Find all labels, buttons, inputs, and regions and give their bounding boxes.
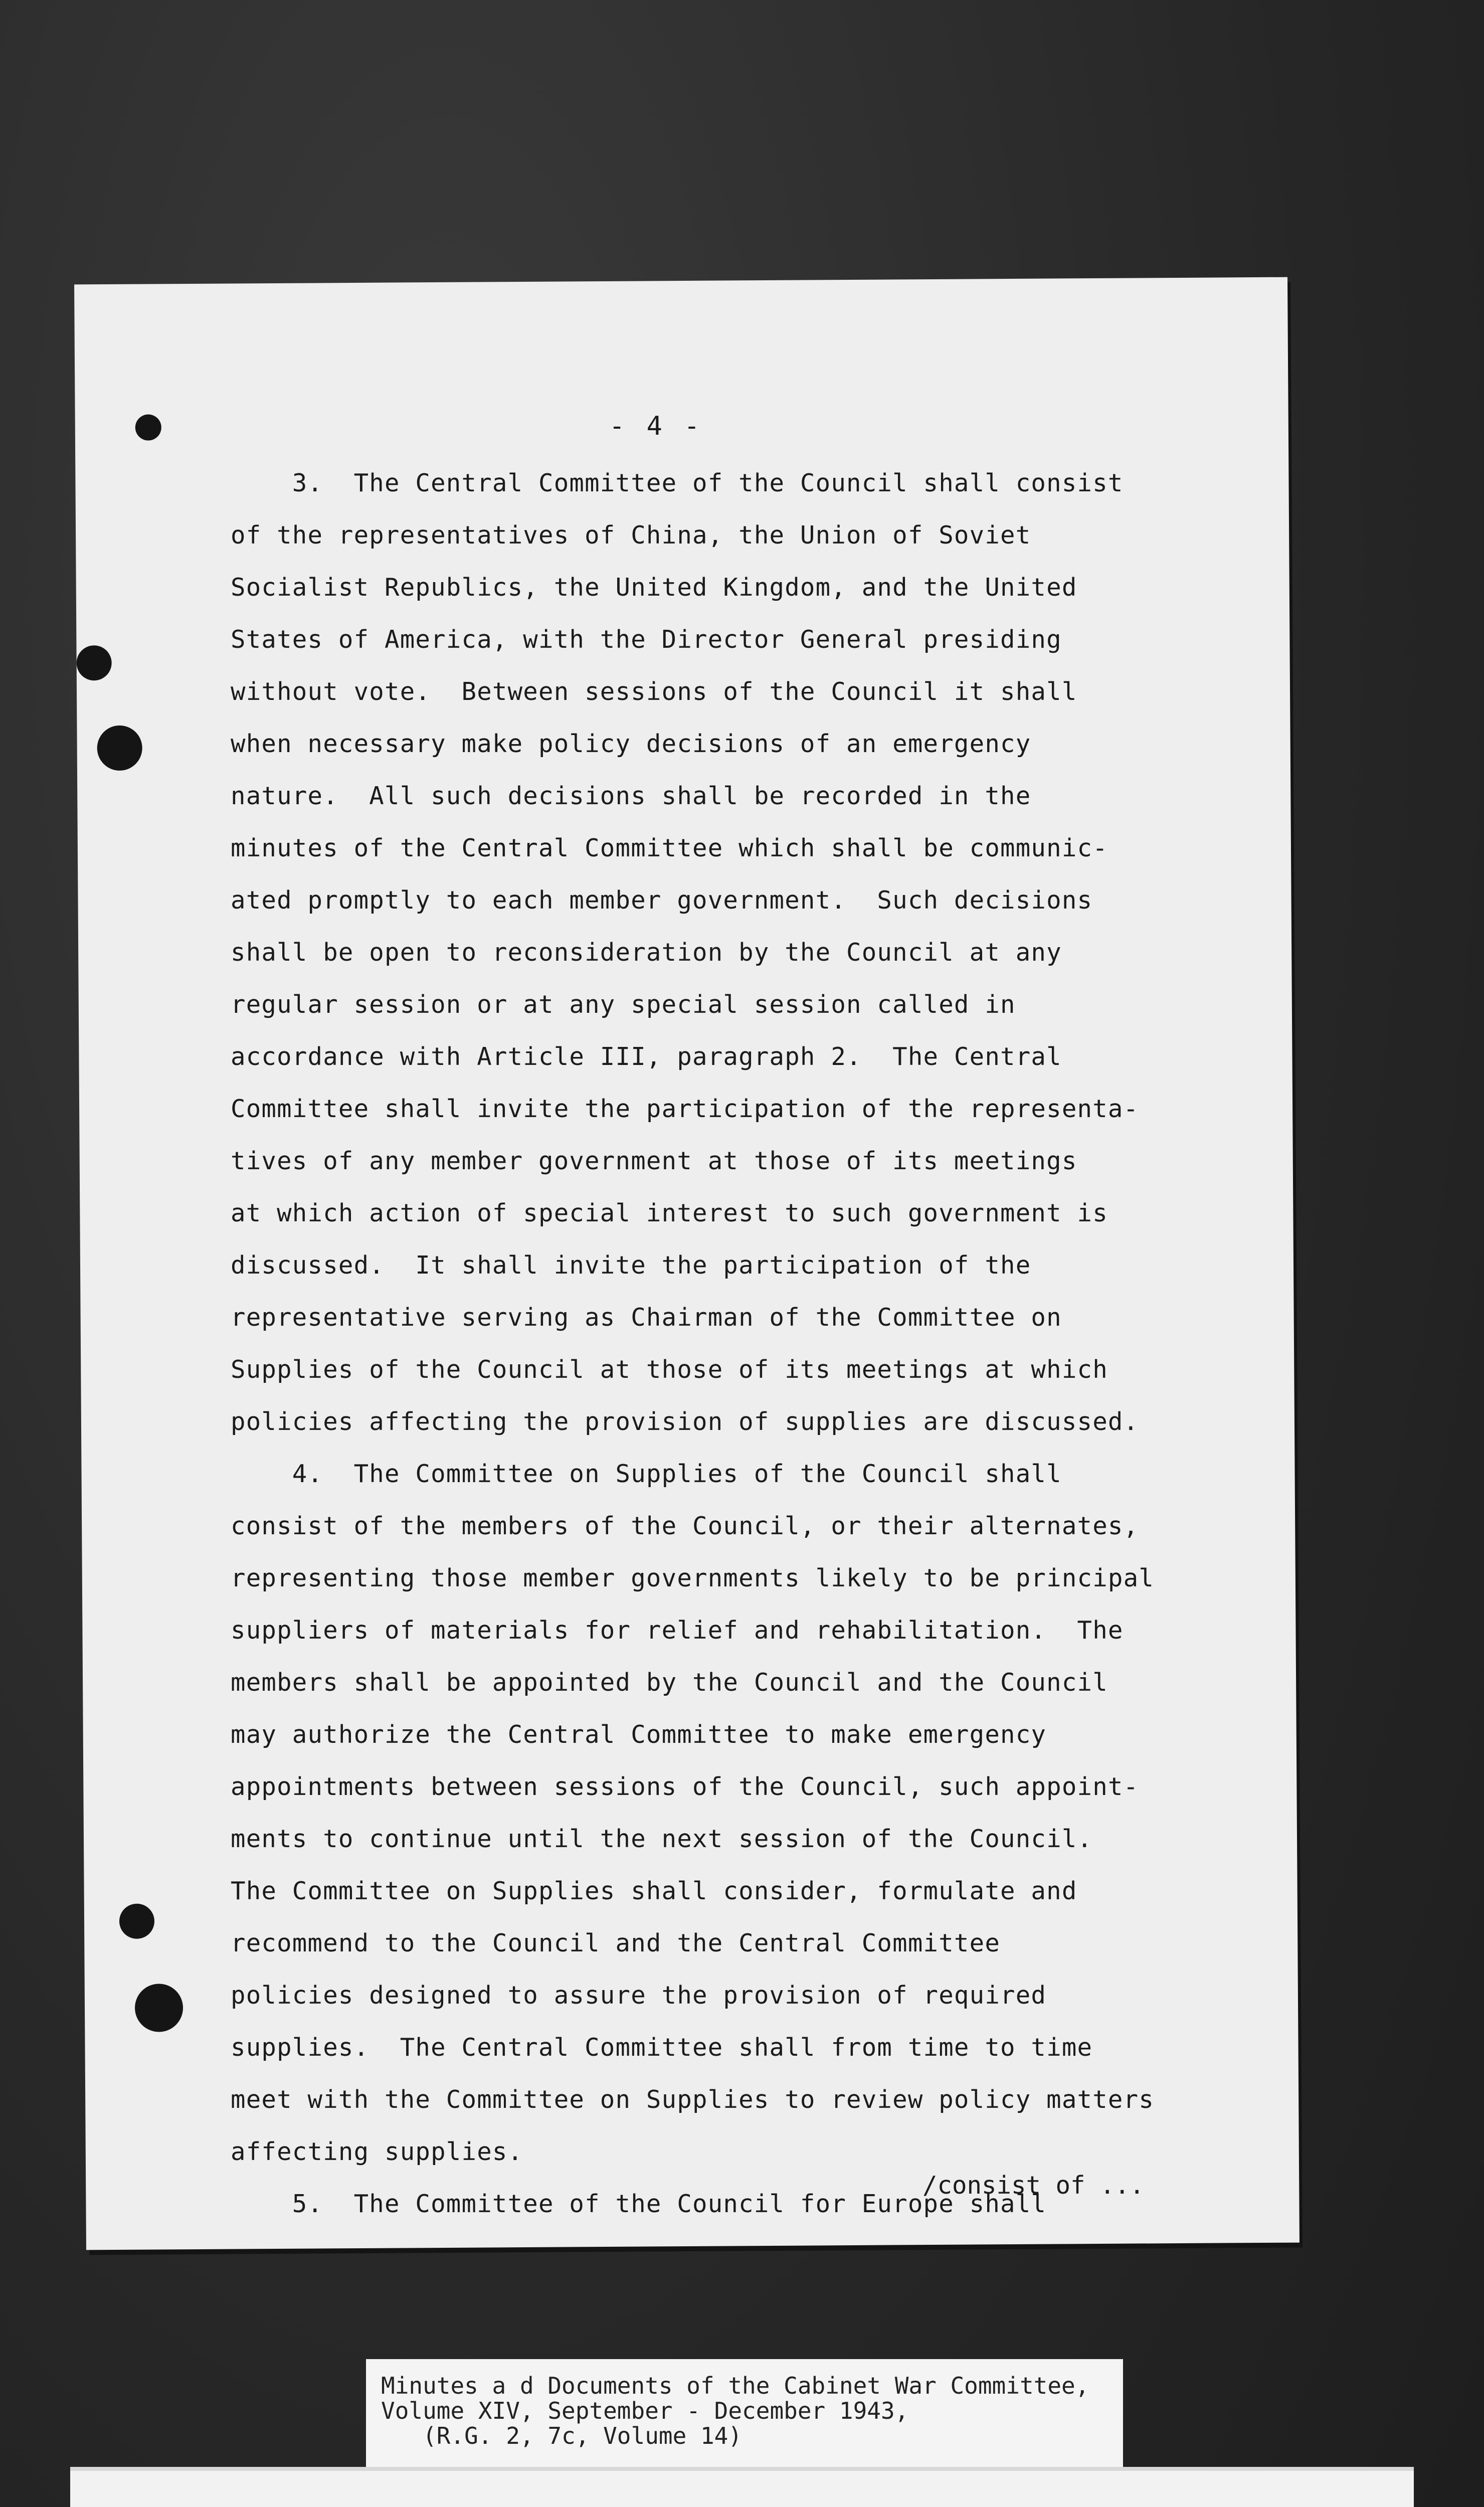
punch-hole [76, 645, 111, 680]
text-line: 3. The Central Committee of the Council shall consist [231, 469, 1124, 497]
text-line: nature. All such decisions shall be recorded in the [231, 782, 1031, 810]
archive-caption [366, 2359, 1123, 2469]
text-line: may authorize the Central Committee to make emergency [231, 1720, 1047, 1749]
text-line: representative serving as Chairman of the Committee on [231, 1303, 1062, 1332]
text-line: 4. The Committee on Supplies of the Council shall [231, 1460, 1062, 1488]
text-line: representing those member governments likely to be principal [231, 1564, 1155, 1592]
text-line: Supplies of the Council at those of its meetings at which [231, 1355, 1108, 1384]
text-line: policies affecting the provision of supplies are discussed. [231, 1407, 1139, 1436]
punch-hole [97, 726, 142, 771]
text-line: accordance with Article III, paragraph 2. The Central [231, 1042, 1062, 1071]
text-line: meet with the Committee on Supplies to review policy matters [231, 2085, 1155, 2114]
caption-line: (R.G. 2, 7c, Volume 14) [381, 2422, 743, 2449]
text-line: Committee shall invite the participation of the representa- [231, 1095, 1139, 1123]
text-line: States of America, with the Director General presiding [231, 625, 1062, 654]
text-line: without vote. Between sessions of the Council it shall [231, 677, 1077, 706]
text-line: affecting supplies. [231, 2137, 523, 2166]
archives-stamp [70, 2467, 1414, 2507]
page-number: - 4 - [609, 411, 703, 441]
text-line: recommend to the Council and the Central Committee [231, 1929, 1001, 1957]
text-line: of the representatives of China, the Union of Soviet [231, 521, 1031, 550]
text-line: consist of the members of the Council, or their alternates, [231, 1512, 1139, 1540]
text-line: suppliers of materials for relief and rehabilitation. The [231, 1616, 1124, 1645]
text-line: shall be open to reconsideration by the Council at any [231, 938, 1062, 967]
text-line: appointments between sessions of the Council, such appoint- [231, 1772, 1139, 1801]
text-line: discussed. It shall invite the participation of the [231, 1251, 1031, 1280]
punch-hole [119, 1904, 154, 1939]
caption-line: Volume XIV, September - December 1943, [381, 2397, 909, 2424]
text-line: minutes of the Central Committee which shall be communic- [231, 834, 1108, 862]
text-line: members shall be appointed by the Council and the Council [231, 1668, 1108, 1697]
text-line: 5. The Committee of the Council for Europe shall [231, 2190, 1047, 2218]
text-line: The Committee on Supplies shall consider, formulate and [231, 1877, 1077, 1905]
punch-hole [135, 1984, 183, 2032]
continuation-text: /consist of ... [922, 2171, 1145, 2200]
punch-hole [135, 414, 161, 440]
caption-line: Minutes a d Documents of the Cabinet War Committee, [381, 2372, 1089, 2399]
text-line: ments to continue until the next session of the Council. [231, 1825, 1093, 1853]
text-line: tives of any member government at those of its meetings [231, 1147, 1077, 1175]
text-line: supplies. The Central Committee shall from time to time [231, 2033, 1093, 2062]
text-line: at which action of special interest to such government is [231, 1199, 1108, 1227]
text-line: regular session or at any special session called in [231, 990, 1016, 1019]
text-line: ated promptly to each member government. Such decisions [231, 886, 1093, 915]
text-line: Socialist Republics, the United Kingdom, and the United [231, 573, 1077, 602]
text-line: when necessary make policy decisions of an emergency [231, 730, 1031, 758]
text-line: policies designed to assure the provision of required [231, 1981, 1047, 2010]
